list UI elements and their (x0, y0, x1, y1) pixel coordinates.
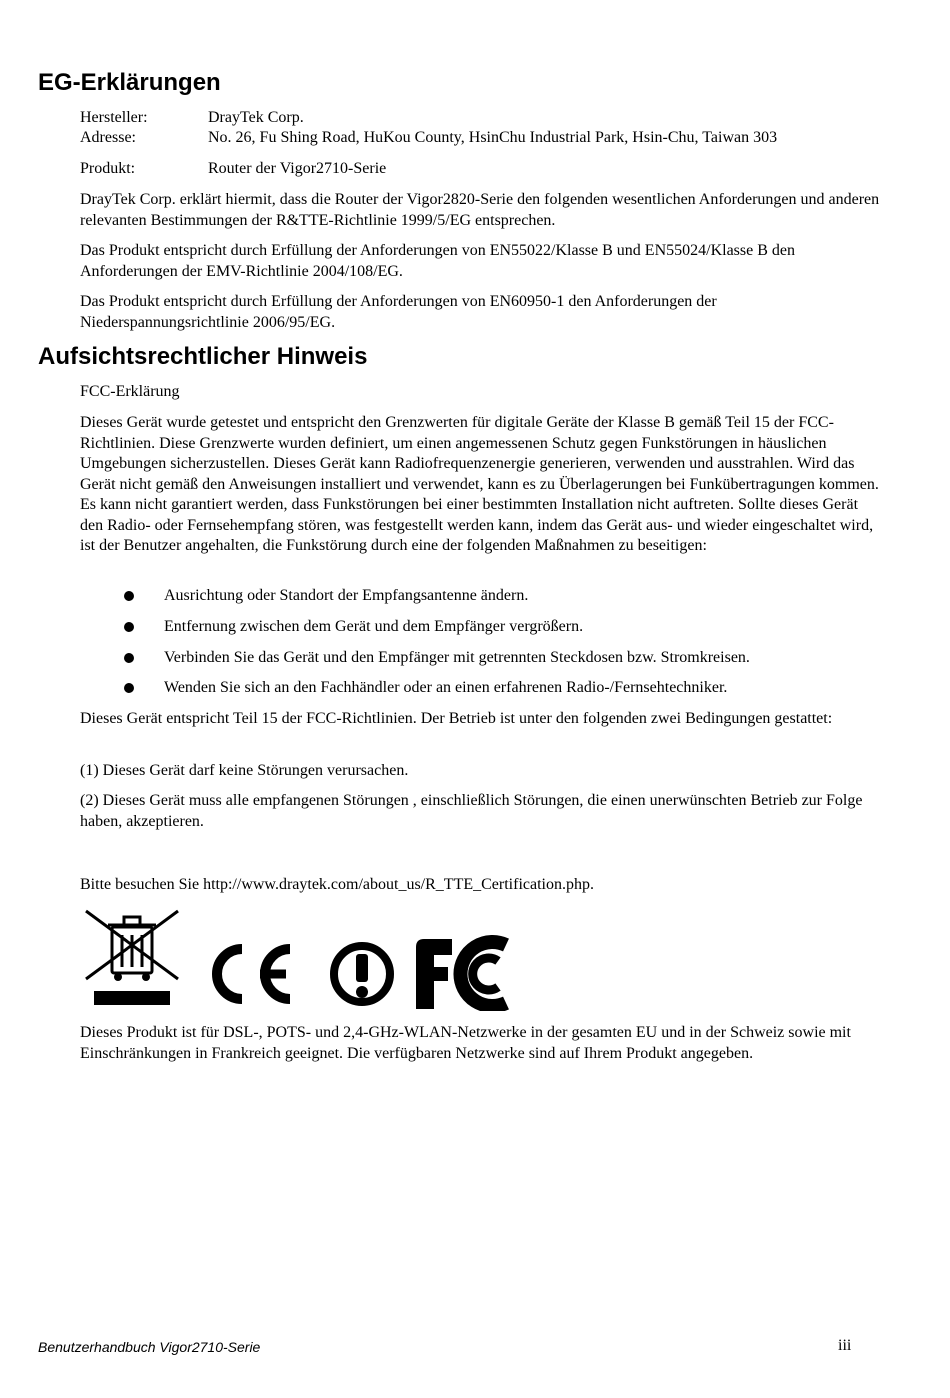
certification-link-text: Bitte besuchen Sie http://www.draytek.com/about_us/R_TTE_Certification.php. (80, 876, 594, 893)
manufacturer-value: DrayTek Corp. (208, 109, 304, 126)
bullet-icon (124, 591, 134, 601)
address-row (80, 128, 777, 148)
eg-paragraph-3: Das Produkt entspricht durch Erfüllung der Anforderungen von EN60950-1 den Anforderungen der Niederspannungsrichtlinie 2006/95/EG. (80, 293, 717, 331)
list-item-text: Wenden Sie sich an den Fachhändler oder an einen erfahrenen Radio-/Fernsehtechniker. (164, 679, 728, 696)
eg-section-title: EG-Erklärungen (38, 69, 221, 96)
fcc-paragraph: Dieses Gerät wurde getestet und entspricht den Grenzwerten für digitale Geräte der Klasse B gemäß Teil 15 der FCC-Richtlinien. Diese Grenzwerte wurden definiert, um einen angemessenen Schutz gegen Funkstörungen in häuslichen Umgebungen sicherzustellen. Dieses Gerät kann Radiofrequenzenergie generieren, verwenden und ausstrahlen. Wird das Gerät nicht gemäß den Anweisungen installiert und verwendet, kann es zu Überlagerungen bei Funkübertragungen kommen. Es kann nicht garantiert werden, dass Funkstörungen bei einer bestimmten Installation nicht auftreten. Sollte dieses Gerät den Radio- oder Fernsehempfang stören, was festgestellt werden kann, indem das Gerät aus- und wieder eingeschaltet wird, ist der Benutzer angehalten, die Funkstörung durch eine der folgenden Maßnahmen zu beseitigen: (80, 414, 879, 554)
eg-paragraph-1: DrayTek Corp. erklärt hiermit, dass die Router der Vigor2820-Serie den folgenden wesentlichen Anforderungen und anderen relevanten Bestimmungen der R&TTE-Richtlinie 1999/5/EG entsprechen. (80, 191, 880, 229)
product-label: Produkt: (80, 160, 136, 177)
regulatory-section-title: Aufsichtsrechtlicher Hinweis (38, 343, 368, 370)
page-number: iii (838, 1337, 852, 1354)
weee-crossed-bin-icon (82, 907, 182, 1007)
fcc-compliance-paragraph: Dieses Gerät entspricht Teil 15 der FCC-Richtlinien. Der Betrieb ist unter den folgenden zwei Bedingungen gestattet: (80, 710, 833, 727)
eg-paragraph-2: Das Produkt entspricht durch Erfüllung der Anforderungen von EN55022/Klasse B und EN55024/Klasse B den Anforderungen der EMV-Richtlinie 2004/108/EG. (80, 242, 795, 280)
alert-class2-icon (327, 939, 397, 1009)
bullet-icon (124, 683, 134, 693)
condition-1: (1) Dieses Gerät darf keine Störungen verursachen. (80, 762, 409, 779)
network-availability-paragraph: Dieses Produkt ist für DSL-, POTS- und 2,4-GHz-WLAN-Netzwerke in der gesamten EU und in der Schweiz sowie mit Einschränkungen in Frankreich geeignet. Die verfügbaren Netzwerke sind auf Ihrem Produkt angegeben. (80, 1024, 851, 1062)
bullet-icon (124, 653, 134, 663)
list-item-text: Entfernung zwischen dem Gerät und dem Empfänger vergrößern. (164, 618, 584, 635)
fcc-heading: FCC-Erklärung (80, 383, 180, 400)
footer-manual-title: Benutzerhandbuch Vigor2710-Serie (38, 1339, 261, 1355)
address-value: No. 26, Fu Shing Road, HuKou County, HsinChu Industrial Park, Hsin-Chu, Taiwan 303 (208, 129, 778, 146)
list-item-text: Verbinden Sie das Gerät und den Empfänger mit getrennten Steckdosen bzw. Stromkreisen. (164, 649, 750, 666)
product-row (80, 159, 386, 179)
certification-logos (80, 905, 540, 1010)
product-value: Router der Vigor2710-Serie (208, 160, 387, 177)
manufacturer-row (80, 108, 304, 128)
ce-mark-icon (198, 941, 296, 1007)
fcc-logo-icon (412, 935, 518, 1011)
list-item-text: Ausrichtung oder Standort der Empfangsantenne ändern. (164, 587, 529, 604)
address-label: Adresse: (80, 129, 136, 146)
condition-2: (2) Dieses Gerät muss alle empfangenen Störungen , einschließlich Störungen, die einen unerwünschten Betrieb zur Folge haben, akzeptieren. (80, 792, 863, 830)
bullet-icon (124, 622, 134, 632)
manufacturer-label: Hersteller: (80, 109, 148, 126)
